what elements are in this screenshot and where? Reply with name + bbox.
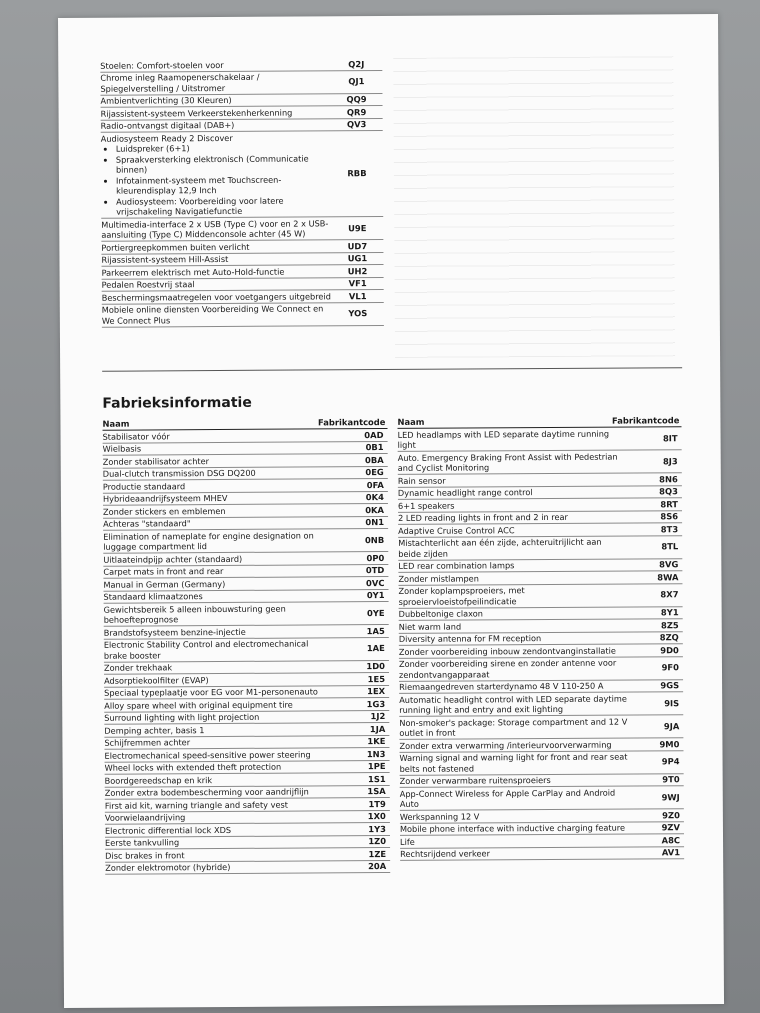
row-name-text: Adsorptiekoolfilter (EVAP) [104, 674, 209, 686]
row-name-text: Zonder voorbereiding inbouw zendontvanginstallatie [398, 645, 616, 657]
row-name [400, 774, 628, 787]
row-code: QJ1 [348, 76, 365, 87]
row-code: 9ZV [661, 822, 680, 833]
row-name-text: App-Connect Wireless for Apple CarPlay and Android Auto [399, 787, 616, 809]
row-code: 0BA [364, 454, 384, 465]
row-code: 1N3 [366, 748, 386, 759]
row-code: 1J2 [370, 711, 386, 722]
row-name [104, 698, 333, 711]
row-code: 0KA [365, 504, 385, 515]
row-code: 1T9 [368, 798, 386, 809]
table-row [399, 692, 683, 717]
row-name-text: Alloy spare wheel with original equipment tire [104, 699, 293, 711]
row-name [398, 474, 626, 487]
row-name [105, 848, 334, 861]
row-name-text: Rijassistent-systeem Verkeerstekenherkenning [100, 107, 293, 119]
row-code: 0VC [365, 577, 385, 588]
header-name: Naam [397, 416, 425, 427]
row-name [398, 572, 626, 585]
row-name [104, 736, 333, 749]
row-name-text: Electronic Stability Control and electromechanical brake booster [103, 638, 309, 661]
table-row [399, 715, 683, 740]
row-name-text: Zonder voorbereiding sirene en zonder antenne voor zendontvangapparaat [398, 657, 617, 680]
row-code: 8ZQ [659, 632, 679, 643]
row-name [103, 442, 332, 455]
row-name-text: Brandstofsysteem benzine-injectie [103, 626, 246, 638]
row-name-text: Werkspanning 12 V [399, 810, 480, 822]
bullet-list [101, 142, 331, 217]
row-name-text: Diversity antenna for FM reception [398, 633, 542, 644]
row-code: 8Y1 [660, 607, 679, 618]
row-code: 9F0 [661, 662, 680, 673]
row-name-text: Adaptive Cruise Control ACC [398, 524, 515, 536]
row-name-text: Life [400, 836, 415, 847]
row-code: 8Z5 [660, 619, 679, 630]
show-through-text [393, 56, 675, 358]
row-name-text: Zonder trekhaak [103, 662, 173, 673]
table-row [101, 217, 383, 242]
row-name-text: Voorwielaandrijving [104, 812, 186, 823]
row-code: 9WJ [661, 791, 680, 803]
table-row [101, 131, 384, 219]
row-name [398, 486, 626, 499]
row-name-text: Warning signal and warning light for front and rear seat belts not fastened [399, 751, 628, 774]
row-code: YOS [348, 308, 368, 319]
row-code: 1E5 [367, 673, 386, 684]
row-name [104, 590, 333, 603]
row-name-text: Carpet mats in front and rear [103, 566, 224, 577]
row-name [102, 278, 332, 291]
row-code: 1S1 [367, 773, 386, 784]
row-code: 8IT [662, 432, 678, 444]
row-name-text: Electromechanical speed-sensitive power steering [104, 748, 311, 761]
row-code: QR9 [346, 106, 367, 117]
row-name-text: Uitlaateindpijp achter (standaard) [103, 553, 243, 565]
row-name [399, 716, 627, 739]
factory-table-left [102, 417, 390, 875]
row-code: 20A [368, 861, 387, 872]
row-name-text: Achteras "standaard" [103, 518, 191, 529]
row-code: 1AE [366, 643, 385, 654]
row-name [398, 428, 626, 451]
row-name-text: Wielbasis [102, 443, 142, 454]
row-name [104, 638, 333, 661]
row-name [105, 861, 334, 874]
row-name [105, 761, 334, 774]
header-code: Fabrikantcode [611, 415, 680, 426]
row-code: 1JA [369, 723, 386, 734]
row-name [104, 748, 333, 761]
row-name [399, 739, 627, 752]
row-name-text: Schijfremmen achter [104, 737, 191, 748]
row-name-text: Productie standaard [102, 480, 186, 492]
row-name [103, 492, 332, 505]
row-name [399, 751, 627, 774]
row-name-text: Zonder mistlampen [398, 572, 479, 584]
row-name-text: Stabilisator vóór [102, 430, 170, 442]
row-code: 8T3 [660, 523, 679, 534]
row-code: 9P4 [661, 756, 680, 767]
row-name [103, 454, 332, 467]
row-code: UG1 [347, 253, 368, 264]
row-name [399, 693, 627, 716]
row-name [101, 119, 331, 132]
row-code: 9Z0 [662, 809, 680, 820]
row-name-text: Dual-clutch transmission DSG DQ200 [102, 467, 256, 479]
row-name [400, 835, 628, 848]
row-name [103, 552, 332, 565]
row-name-text: 2 LED reading lights in front and 2 in rear [398, 511, 568, 523]
row-name-text: Dubbeltonige claxon [398, 608, 483, 619]
row-name [103, 529, 332, 552]
row-code: 0NB [364, 534, 385, 545]
table-row [100, 71, 382, 96]
row-code: VF1 [348, 278, 367, 289]
row-code: 0B1 [365, 442, 384, 453]
row-name-text: Eerste tankvulling [105, 837, 180, 848]
table-row [398, 584, 682, 609]
row-code: 1Y3 [368, 823, 386, 834]
row-name [101, 217, 331, 240]
row-code: U9E [348, 222, 367, 233]
row-name-text: Zonder verwarmbare ruitensproeiers [399, 775, 551, 786]
row-code: VL1 [348, 290, 367, 301]
row-code: 9M0 [659, 738, 680, 749]
row-code: 8X7 [660, 589, 679, 600]
row-code: 1G3 [366, 698, 386, 709]
row-name [105, 811, 334, 824]
header-name: Naam [102, 418, 130, 429]
row-code: 0Y1 [366, 590, 385, 601]
row-code: 1X0 [367, 811, 386, 822]
row-name-text: Beschermingsmaatregelen voor voetgangers uitgebreid [101, 290, 331, 303]
row-name [103, 565, 332, 578]
row-name-text: Zonder koplampsproeiers, met sproeiervloeistofpeilindicatie [398, 585, 525, 607]
row-code: 0P0 [366, 552, 385, 563]
row-name [101, 240, 331, 253]
row-code: 0FA [366, 479, 384, 490]
table-row [105, 860, 390, 874]
table-row [400, 847, 684, 861]
table-row [398, 536, 682, 561]
row-name-text: Surround lighting with light projection [104, 711, 260, 723]
row-code: 1A5 [366, 625, 385, 636]
row-name [100, 94, 330, 107]
row-code: 9IS [664, 697, 680, 709]
factory-table-right [397, 415, 684, 861]
row-name [103, 577, 332, 590]
row-name [101, 106, 331, 119]
row-code: RBB [347, 168, 367, 179]
row-name-text: Non-smoker's package: Storage compartment and 12 V outlet in front [399, 716, 628, 738]
row-name-text: Electronic differential lock XDS [104, 824, 232, 836]
row-code: 9D0 [660, 644, 679, 655]
row-code: QV3 [346, 119, 367, 130]
row-name-text: Zonder elektromotor (hybride) [105, 861, 231, 873]
row-name [104, 723, 333, 736]
row-name [105, 798, 334, 811]
row-name [104, 602, 333, 625]
row-name [400, 810, 628, 823]
row-name-text: Niet warm land [398, 621, 462, 632]
row-name [398, 524, 626, 537]
row-name-text: Speciaal typeplaatje voor EG voor M1-personenauto [104, 686, 318, 698]
row-name [398, 559, 626, 572]
row-name-text: Dynamic headlight range control [397, 487, 533, 498]
row-name-text: Rijassistent-systeem Hill-Assist [101, 253, 229, 265]
row-name [398, 511, 626, 524]
row-code: 1D0 [366, 661, 385, 672]
row-name-text: Demping achter, basis 1 [104, 724, 205, 736]
row-code: 9GS [660, 680, 680, 691]
row-code: 1EX [367, 686, 386, 697]
options-list [100, 58, 384, 327]
row-name-text: Audiosysteem Ready 2 Discover [100, 132, 233, 144]
row-name [103, 504, 332, 517]
row-name [100, 58, 330, 71]
row-name-text: Mobiele online diensten Voorbereiding We Connect en We Connect Plus [101, 303, 324, 326]
section-divider [102, 367, 682, 372]
row-code: 9T0 [662, 774, 680, 785]
row-name [398, 499, 626, 512]
row-code: 9JA [663, 720, 680, 732]
row-name-text: Mistachterlicht aan één zijde, achteruitrijlicht aan beide zijden [398, 536, 602, 559]
row-name [104, 625, 333, 638]
row-code: 0EG [365, 467, 384, 478]
row-name [399, 632, 627, 645]
row-name-text: Hybrideaandrijfsysteem MHEV [102, 492, 228, 504]
row-code: 8TL [661, 541, 679, 552]
row-name [104, 686, 333, 699]
table-row [398, 450, 682, 475]
row-code: QQ9 [346, 94, 367, 105]
table-row [104, 637, 389, 662]
row-code: 8VG [659, 559, 679, 570]
row-name-text: Multimedia-interface 2 x USB (Type C) voor en 2 x USB-aansluiting (Type C) Middenconsole achter (45 W) [101, 217, 329, 240]
bullet-item: • Audiosysteem: Voorbereiding voor latere vrijschakeling Navigatiefunctie [116, 195, 331, 217]
table-row [102, 303, 384, 328]
row-name [398, 451, 626, 474]
table-row [399, 751, 683, 776]
row-name-text: Zonder extra verwarming /interieurvoorverwarming [399, 739, 612, 751]
row-name [101, 253, 331, 266]
row-code: UD7 [347, 240, 368, 251]
row-name-text: Auto. Emergency Braking Front Assist with Pedestrian and Cyclist Monitoring [397, 451, 618, 473]
row-name-text: First aid kit, warning triangle and safety vest [104, 799, 288, 811]
row-name [398, 584, 626, 607]
row-name-text: Elimination of nameplate for engine designation on luggage compartment lid [103, 529, 314, 552]
row-code: Q2J [348, 58, 365, 69]
row-code: 8Q3 [659, 486, 678, 497]
row-name [102, 303, 332, 326]
row-name [399, 645, 627, 658]
row-code: 0TD [365, 565, 385, 576]
table-row [103, 529, 388, 554]
row-code: AV1 [661, 847, 681, 858]
row-code: A8C [661, 834, 681, 845]
row-name-text: Pedalen Roestvrij staal [101, 279, 195, 290]
section-title: Fabrieksinformatie [102, 394, 252, 412]
row-name-text: Automatic headlight control with LED separate daytime running light and entry and exit lighting [399, 693, 627, 715]
header-code: Fabrikantcode [317, 417, 386, 428]
row-code: 1Z0 [368, 836, 387, 847]
row-name [400, 847, 628, 860]
row-name-text: Portiergreepkommen buiten verlicht [101, 241, 250, 253]
bullet-item: • Luidspreker (6+1) [116, 142, 331, 154]
row-name-text: Boordgereedschap en krik [104, 774, 213, 786]
table-row [400, 786, 684, 811]
row-name [103, 467, 332, 480]
row-name-text: Rechtsrijdend verkeer [400, 848, 490, 859]
row-name [103, 479, 332, 492]
row-name [101, 131, 332, 217]
row-code: 8RT [660, 498, 679, 509]
table-row [104, 602, 389, 627]
row-name [100, 71, 330, 94]
row-name [102, 290, 332, 303]
row-code: 1SA [367, 786, 386, 797]
row-name [105, 773, 334, 786]
row-name [104, 673, 333, 686]
row-name [399, 680, 627, 693]
row-name-text: Rain sensor [397, 475, 446, 486]
row-name [103, 429, 332, 442]
paper-document [58, 14, 724, 1008]
row-name [398, 536, 626, 559]
row-name [105, 823, 334, 836]
row-code: 0YE [366, 607, 385, 618]
row-name-text: LED rear combination lamps [398, 560, 515, 571]
row-code: 0K4 [365, 492, 384, 503]
row-name [400, 822, 628, 835]
row-name-text: LED headlamps with LED separate daytime running light [397, 428, 610, 450]
row-code: 1ZE [368, 848, 387, 859]
row-name [103, 517, 332, 530]
row-code: 1PE [367, 761, 386, 772]
row-code: 0N1 [365, 517, 385, 528]
row-name-text: Chrome inleg Raamopenerschakelaar / Spiegelverstelling / Uitstromer [100, 71, 260, 94]
row-name-text: Stoelen: Comfort-stoelen voor [100, 59, 224, 71]
bullet-item: • Spraakversterking elektronisch (Communicatie binnen) [116, 153, 331, 175]
row-name [105, 836, 334, 849]
row-name-text: Mobile phone interface with inductive charging feature [399, 822, 626, 834]
row-name [399, 657, 627, 680]
row-name [399, 620, 627, 633]
row-name [102, 265, 332, 278]
table-row [398, 427, 682, 452]
row-name-text: Zonder stabilisator achter [102, 455, 210, 467]
row-name-text: Zonder stickers en emblemen [102, 505, 226, 517]
row-name-text: Ambientverlichting (30 Kleuren) [100, 94, 232, 106]
row-code: UH2 [347, 265, 368, 276]
row-name [105, 786, 334, 799]
row-name-text: Wheel locks with extended theft protection [104, 761, 282, 773]
row-code: 1KE [367, 736, 386, 747]
row-name-text: Riemaangedreven starterdynamo 48 V 110-250 A [399, 680, 604, 692]
row-name [104, 711, 333, 724]
row-name [399, 607, 627, 620]
row-name-text: Zonder extra bodembescherming voor aandrijflijn [104, 786, 309, 798]
table-row [399, 657, 683, 682]
row-name-text: Standaard klimaatzones [103, 591, 203, 602]
row-code: 8J3 [662, 455, 678, 467]
row-name-text: Radio-ontvangst digitaal (DAB+) [100, 119, 235, 131]
row-name-text: Disc brakes in front [105, 849, 185, 861]
row-code: 8N6 [659, 473, 678, 484]
row-name-text: 6+1 speakers [397, 500, 455, 511]
bullet-item: • Infotainment-systeem met Touchscreen-kleurendisplay 12,9 Inch [116, 174, 331, 196]
row-name-text: Gewichtsbereik 5 alleen inbouwsturing geen behoefteprognose [103, 603, 286, 625]
row-name-text: Manual in German (Germany) [103, 578, 226, 590]
row-name-text: Parkeerrem elektrisch met Auto-Hold-functie [101, 266, 285, 278]
row-code: 0AD [364, 429, 384, 440]
row-code: 8S6 [660, 511, 679, 522]
row-code: 8WA [657, 571, 679, 582]
row-name [400, 787, 628, 810]
row-name [104, 661, 333, 674]
